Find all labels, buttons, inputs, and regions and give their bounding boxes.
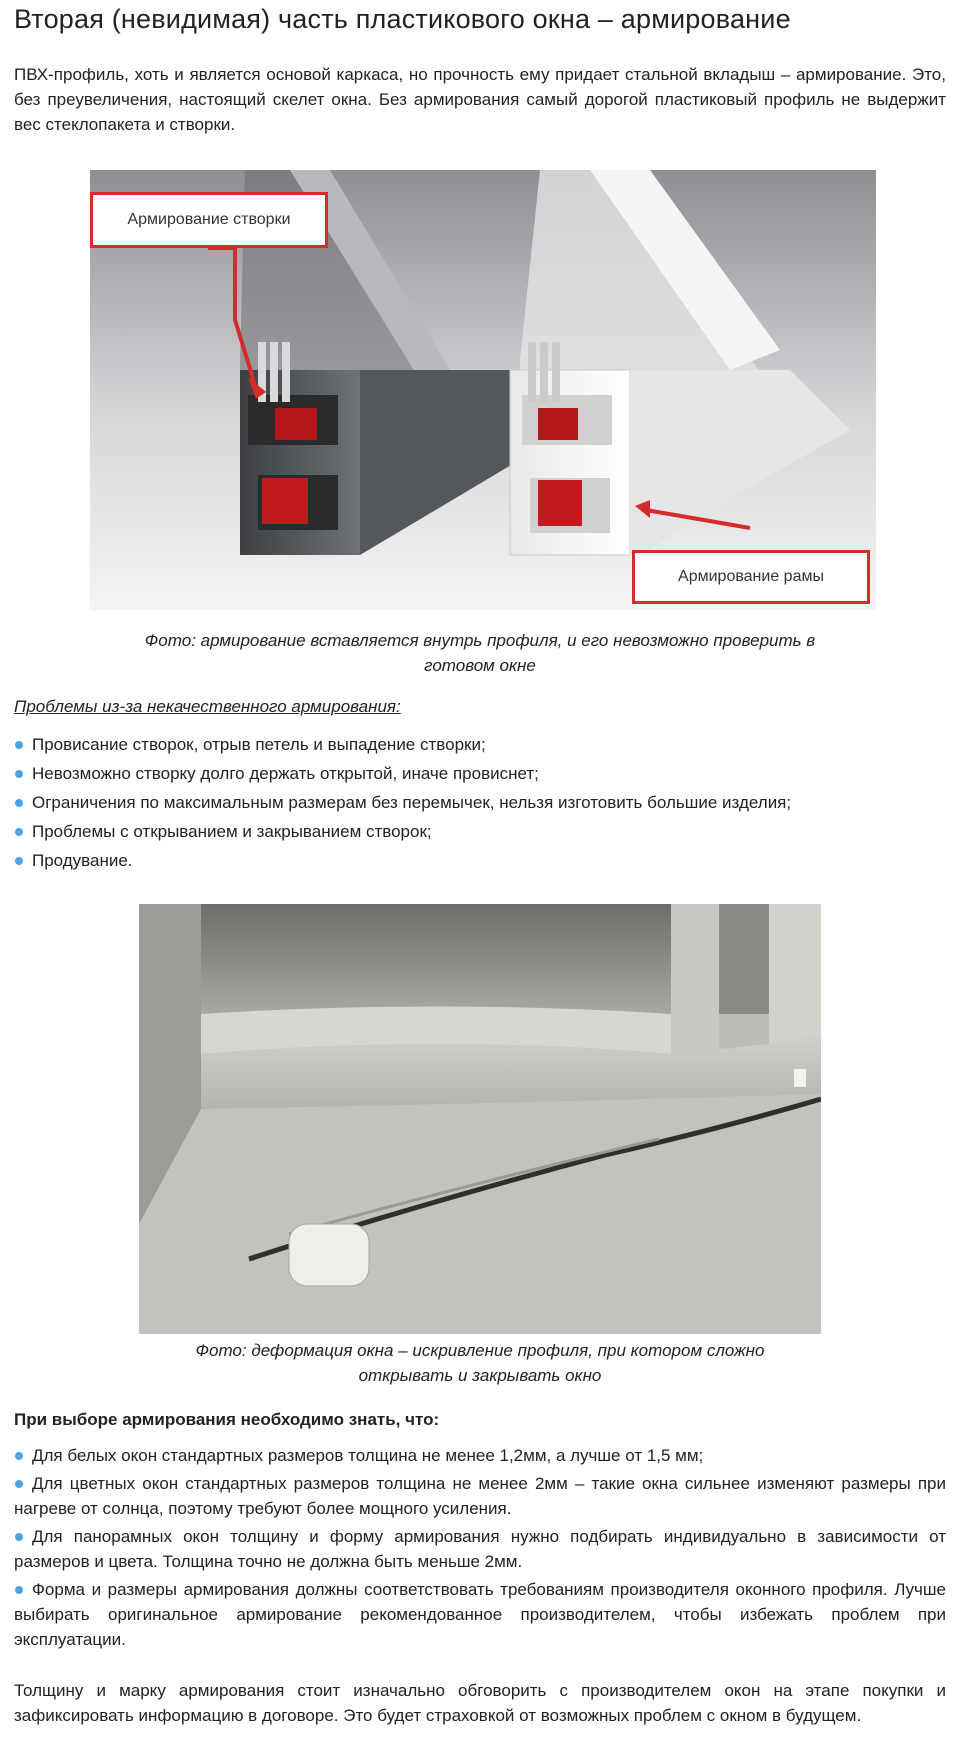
list-item: Невозможно створку долго держать открытой, иначе провиснет; — [14, 761, 946, 786]
list-item: Для панорамных окон толщину и форму армирования нужно подбирать индивидуально в зависимости от размеров и цвета. Толщина точно не должна быть меньше 2мм. — [14, 1527, 946, 1571]
list-item: Ограничения по максимальным размерам без перемычек, нельзя изготовить большие изделия; — [14, 790, 946, 815]
intro-paragraph: ПВХ-профиль, хоть и является основой каркаса, но прочность ему придает стальной вкладыш – армирование. Это, без преувеличения, настоящий скелет окна. Без армирования самый дорогой пластиковый профиль не выдержит вес стеклопакета и створки. — [14, 65, 946, 134]
conclusion-paragraph: Толщину и марку армирования стоит изначально обговорить с производителем окон на этапе покупки и зафиксировать информацию в договоре. Это будет страховкой от возможных проблем с окном в будущем. — [14, 1681, 946, 1725]
callout-sash-reinforcement — [90, 192, 328, 248]
reinforcement-photo — [90, 170, 876, 610]
bullet-icon — [15, 1480, 23, 1488]
callout-frame-label: Армирование рамы — [678, 568, 824, 585]
list-item: Проблемы с открыванием и закрыванием створок; — [14, 819, 946, 844]
tips-heading: При выборе армирования необходимо знать, что: — [14, 1410, 440, 1429]
tips-list — [14, 1443, 946, 1655]
figure1-caption — [0, 628, 960, 678]
bullet-icon — [15, 828, 23, 836]
bullet-icon — [15, 857, 23, 865]
bullet-icon — [15, 1452, 23, 1460]
list-item: Провисание створок, отрыв петель и выпадение створки; — [14, 732, 946, 757]
bullet-icon — [15, 799, 23, 807]
window-sill-illustration — [139, 904, 821, 1334]
figure2-caption-text: Фото: деформация окна – искривление профиля, при котором сложно открывать и закрывать окно — [195, 1341, 765, 1385]
callout-sash-label: Армирование створки — [127, 211, 291, 228]
problems-list — [14, 732, 946, 877]
list-item: Форма и размеры армирования должны соответствовать требованиям производителя оконного профиля. Лучше выбирать оригинальное армирование рекомендованное производителем, чтобы избежать проблем при эксплуатации. — [14, 1580, 946, 1649]
list-item: Для цветных окон стандартных размеров толщина не менее 2мм – такие окна сильнее изменяют размеры при нагреве от солнца, поэтому требуют более мощного усиления. — [14, 1474, 946, 1518]
bullet-icon — [15, 770, 23, 778]
article-title: Вторая (невидимая) часть пластикового окна – армирование — [14, 4, 791, 34]
bullet-icon — [15, 1586, 23, 1594]
figure2-caption — [0, 1338, 960, 1388]
bullet-icon — [15, 1533, 23, 1541]
list-item: Для белых окон стандартных размеров толщина не менее 1,2мм, а лучше от 1,5 мм; — [14, 1443, 946, 1468]
problems-heading: Проблемы из-за некачественного армирования: — [14, 697, 401, 716]
deformation-photo — [139, 904, 821, 1334]
figure1-caption-text: Фото: армирование вставляется внутрь профиля, и его невозможно проверить в готовом окне — [144, 631, 816, 675]
callout-frame-reinforcement — [632, 550, 870, 604]
list-item: Продувание. — [14, 848, 946, 873]
bullet-icon — [15, 741, 23, 749]
